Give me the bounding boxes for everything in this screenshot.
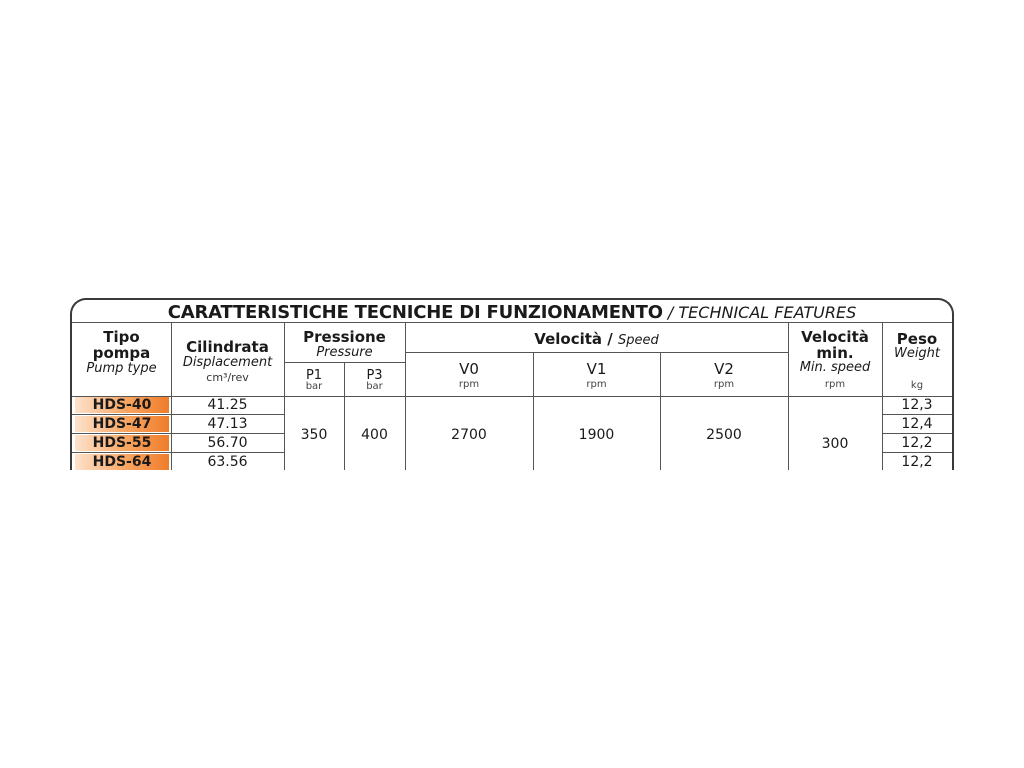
header-minspeed-unit: rpm — [824, 379, 846, 390]
header-pressure-en: Pressure — [316, 345, 373, 360]
header-v2-unit: rpm — [713, 379, 735, 390]
header-v0-unit: rpm — [458, 379, 480, 390]
header-v1-unit: rpm — [586, 379, 607, 390]
displacement-cell: 56.70 — [207, 435, 248, 451]
header-disp: Cilindrata — [186, 338, 269, 356]
displacement-cell: 47.13 — [207, 416, 248, 432]
p1-value: 350 — [300, 427, 328, 443]
header-type-1: Tipo — [103, 328, 140, 346]
title-separator: / — [662, 303, 679, 322]
weight-cell: 12,2 — [901, 435, 933, 451]
pump-type-cell: HDS-55 — [75, 435, 169, 451]
header-weight-unit: kg — [910, 380, 924, 391]
pump-type-cell: HDS-40 — [75, 397, 169, 413]
header-p1-unit: bar — [305, 381, 323, 392]
weight-cell: 12,4 — [901, 416, 933, 432]
table-title — [72, 302, 952, 323]
header-speed — [405, 330, 788, 348]
header-weight: Peso — [896, 330, 938, 348]
header-minspeed-2: min. — [816, 344, 854, 362]
displacement-cell: 41.25 — [207, 397, 248, 413]
v1-value: 1900 — [578, 427, 615, 443]
header-p3: P3 — [366, 368, 383, 383]
header-speed-en: Speed — [617, 333, 659, 348]
weight-cell: 12,3 — [901, 397, 933, 413]
header-speed-sep: / — [602, 330, 618, 348]
title-italian: CARATTERISTICHE TECNICHE DI FUNZIONAMENTO — [167, 302, 663, 323]
header-v2: V2 — [714, 360, 734, 378]
header-type-en: Pump type — [86, 361, 157, 376]
header-disp-en: Displacement — [182, 355, 273, 370]
speed-header-divider — [405, 352, 788, 353]
header-pressure: Pressione — [303, 328, 386, 346]
row-divider-3b — [882, 452, 952, 453]
technical-features-table — [70, 298, 954, 470]
header-weight-en: Weight — [893, 346, 941, 361]
v2-value: 2500 — [706, 427, 742, 443]
displacement-cell: 63.56 — [207, 454, 248, 470]
v0-value: 2700 — [451, 427, 487, 443]
weight-cell: 12,2 — [901, 454, 933, 470]
title-english: TECHNICAL FEATURES — [678, 303, 857, 322]
header-p3-unit: bar — [366, 381, 383, 392]
header-v0: V0 — [459, 360, 479, 378]
pump-type-cell: HDS-64 — [75, 454, 169, 470]
row-divider-1a — [72, 414, 284, 415]
header-disp-unit: cm³/rev — [206, 371, 249, 384]
row-divider-1b — [882, 414, 952, 415]
header-minspeed-en: Min. speed — [799, 360, 871, 375]
header-minspeed-1: Velocità — [801, 328, 869, 346]
p3-value: 400 — [361, 427, 388, 443]
header-speed-it: Velocità — [534, 330, 603, 348]
title-divider — [72, 322, 952, 323]
row-divider-3a — [72, 452, 284, 453]
row-divider-2a — [72, 433, 284, 434]
row-divider-2b — [882, 433, 952, 434]
minspeed-value: 300 — [821, 436, 849, 452]
header-p1: P1 — [305, 368, 323, 383]
pump-type-cell: HDS-47 — [75, 416, 169, 432]
header-v1: V1 — [586, 360, 607, 378]
header-type-2: pompa — [92, 344, 151, 362]
